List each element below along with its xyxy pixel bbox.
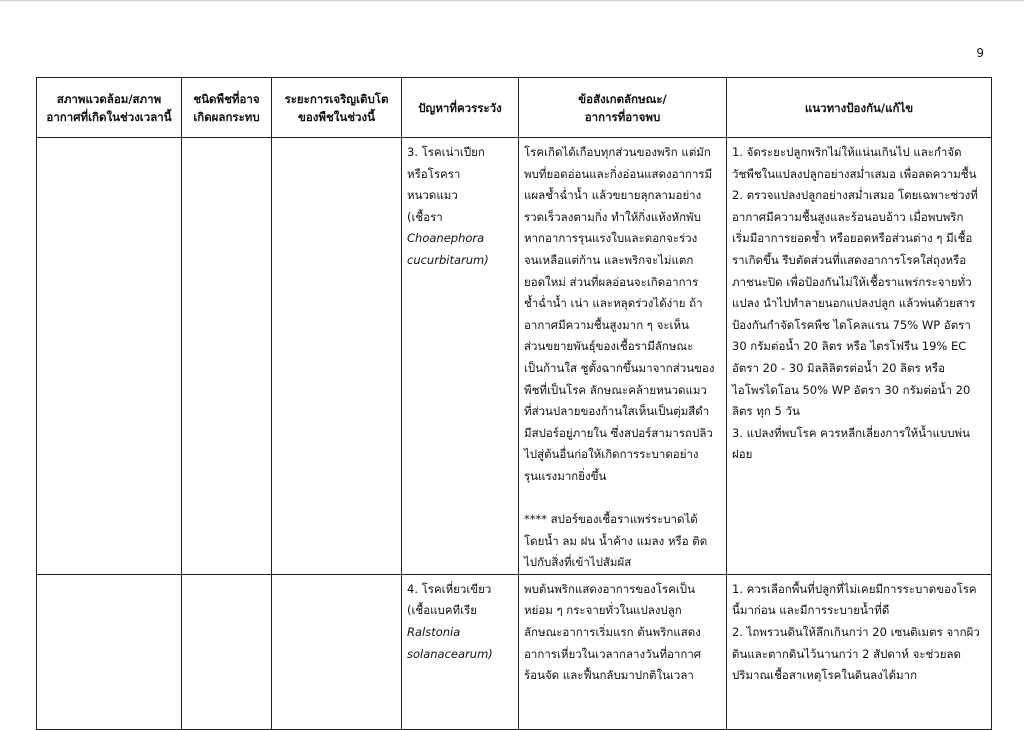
stage-cell — [272, 574, 402, 729]
problem-cell — [402, 138, 519, 575]
table-header-row — [37, 78, 992, 138]
problem-name: 4. โรคเหี่ยวเขียว (เชื้อแบคทีเรีย — [407, 581, 492, 618]
prevention-cell: 1. ควรเลือกพื้นที่ปลูกที่ไม่เคยมีการระบาดของโรค นี้มาก่อน และมีการระบายน้ำที่ดี 2. ไถพรวนดินให้ลึกเกินกว่า 20 เซนติเมตร จากผิว ดินและตากดินไว้นานกว่า 2 สัปดาห์ จะช่วยลด ปริมาณเชื้อสาเหตุโรคในดินลงได้มาก — [727, 574, 992, 729]
symptoms-cell: โรคเกิดได้เกือบทุกส่วนของพริก แต่มัก พบที่ยอดอ่อนและกิ่งอ่อนแสดงอาการมี แผลช้ำฉ่ำน้ำ แล้วขยายลุกลามอย่าง รวดเร็วลงตามกิ่ง ทำให้กิ่งแห้งหักพับ หากอาการรุนแรงใบและดอกจะร่วง จนเหลือแต่ก้าน และพริกจะไม่แตก ยอดใหม่ ส่วนที่ผลอ่อนจะเกิดอาการ ช้ำฉ่ำน้ำ เน่า และหลุดร่วงได้ง่าย ถ้า อากาศมีความชื้นสูงมาก ๆ จะเห็น ส่วนขยายพันธุ์ของเชื้อรามีลักษณะ เป็นก้านใส ชูตั้งฉากขึ้นมาจากส่วนของ พืชที่เป็นโรค ลักษณะคล้ายหนวดแมว ที่ส่วนปลายของก้านใสเห็นเป็นตุ่มสีดำ มีสปอร์อยู่ภายใน ซึ่งสปอร์สามารถปลิว ไปสู่ต้นอื่นก่อให้เกิดการระบาดอย่าง รุนแรงมากยิ่งขึ้น **** สปอร์ของเชื้อราแพร่ระบาดได้ โดยน้ำ ลม ฝน น้ำค้าง แมลง หรือ ติด ไปกับสิ่งที่เข้าไปสัมผัส — [519, 138, 727, 575]
table-row — [37, 138, 992, 575]
pathogen-species: cucurbitarum) — [407, 252, 489, 267]
environment-cell — [37, 138, 182, 575]
stage-cell — [272, 138, 402, 575]
crop-cell — [182, 574, 272, 729]
symptoms-cell: พบต้นพริกแสดงอาการของโรคเป็น หย่อม ๆ กระจายทั่วในแปลงปลูก ลักษณะอาการเริ่มแรก ต้นพริกแสดง อาการเหี่ยวในเวลากลางวันที่อากาศ ร้อนจัด และฟื้นกลับมาปกติในเวลา — [519, 574, 727, 729]
top-border — [0, 0, 1024, 1]
header-environment: สภาพแวดล้อม/สภาพ อากาศที่เกิดในช่วงเวลานี้ — [37, 78, 182, 138]
prevention-cell: 1. จัดระยะปลูกพริกไม่ให้แน่นเกินไป และกำจัด วัชพืชในแปลงปลูกอย่างสม่ำเสมอ เพื่อลดความชื้น 2. ตรวจแปลงปลูกอย่างสม่ำเสมอ โดยเฉพาะช่วงที่ อากาศมีความชื้นสูงและร้อนอบอ้าว เมื่อพบพริก เริ่มมีอาการยอดช้ำ หรือยอดหรือส่วนต่าง ๆ มีเชื้อ ราเกิดขึ้น รีบตัดส่วนที่แสดงอาการโรคใส่ถุงหรือ ภาชนะปิด เพื่อป้องกันไม่ให้เชื้อราแพร่กระจายทั่ว แปลง นำไปทำลายนอกแปลงปลูก แล้วพ่นด้วยสาร ป้องกันกำจัดโรคพืช ไดโคลแรน 75% WP อัตรา 30 กรัมต่อน้ำ 20 ลิตร หรือ ไตรโฟรีน 19% EC อัตรา 20 - 30 มิลลิลิตรต่อน้ำ 20 ลิตร หรือ ไอโพรไดโอน 50% WP อัตรา 30 กรัมต่อน้ำ 20 ลิตร ทุก 5 วัน 3. แปลงที่พบโรค ควรหลีกเลี่ยงการให้น้ำแบบพ่น ฝอย — [727, 138, 992, 575]
header-symptoms: ข้อสังเกตลักษณะ/ อาการที่อาจพบ — [519, 78, 727, 138]
pathogen-species: solanacearum) — [407, 646, 493, 661]
environment-cell — [37, 574, 182, 729]
header-prevention: แนวทางป้องกัน/แก้ไข — [727, 78, 992, 138]
problem-cell — [402, 574, 519, 729]
table-row — [37, 574, 992, 729]
header-growth-stage: ระยะการเจริญเติบโต ของพืชในช่วงนี้ — [272, 78, 402, 138]
pathogen-genus: Ralstonia — [407, 625, 461, 640]
header-crop: ชนิดพืชที่อาจ เกิดผลกระทบ — [182, 78, 272, 138]
pathogen-genus: Choanephora — [407, 231, 485, 246]
page-number: 9 — [976, 46, 984, 60]
crop-disease-table — [36, 77, 992, 730]
problem-name: 3. โรคเน่าเปียก หรือโรครา หนวดแมว (เชื้อรา — [407, 145, 485, 224]
crop-cell — [182, 138, 272, 575]
header-problem: ปัญหาที่ควรระวัง — [402, 78, 519, 138]
